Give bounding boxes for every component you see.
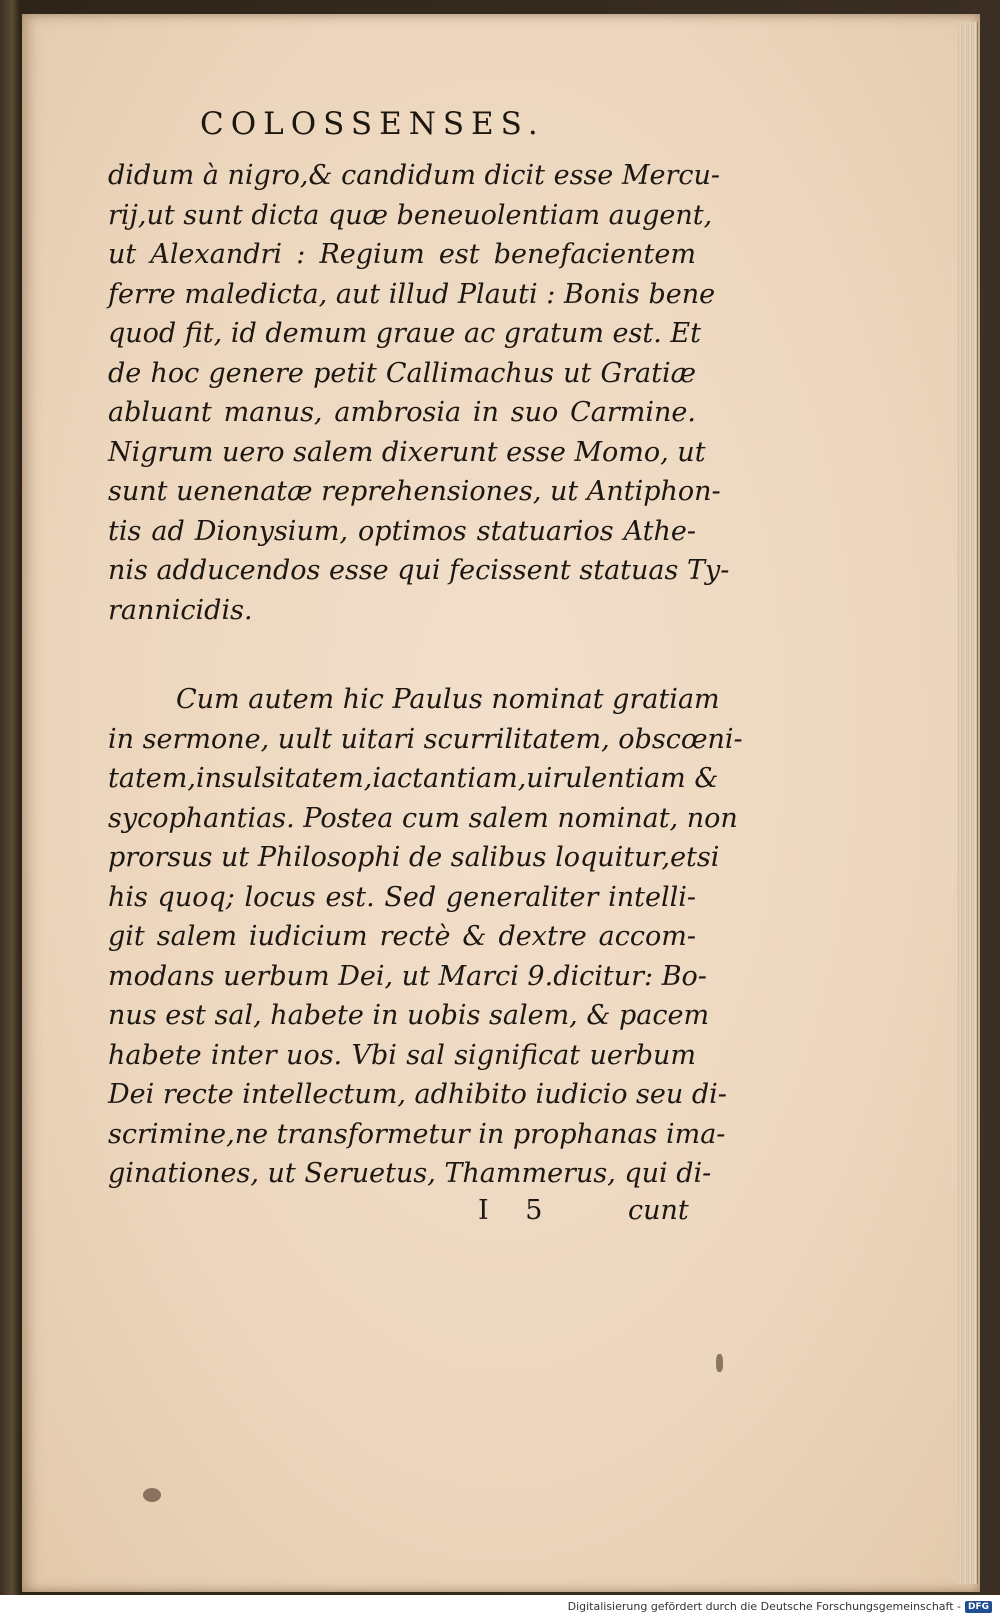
text-line: modans uerbum Dei, ut Marci 9.dicitur: Bo- bbox=[108, 960, 707, 992]
text-line: Dei recte intellectum, adhibito iudicio seu di- bbox=[108, 1079, 727, 1110]
text-line: ferre maledicta, aut illud Plauti : Bonis bene bbox=[108, 278, 716, 310]
paragraph-1 bbox=[108, 156, 730, 630]
paragraph-2 bbox=[108, 680, 743, 1194]
text-line: scrimine,ne transformetur in prophanas ima- bbox=[108, 1118, 726, 1150]
text-line: his quoq; locus est. Sed generaliter intelli- bbox=[108, 881, 696, 913]
text-line: abluant manus, ambrosia in suo Carmine. bbox=[108, 397, 696, 428]
text-line: nus est sal, habete in uobis salem, & pacem bbox=[108, 1000, 710, 1031]
running-title: COLOSSENSES. bbox=[200, 106, 545, 142]
digitization-credit bbox=[568, 1600, 992, 1613]
ink-stain bbox=[143, 1488, 161, 1502]
text-line: nis adducendos esse qui fecissent statuas Ty- bbox=[108, 555, 730, 586]
signature-mark: I 5 bbox=[478, 1195, 557, 1226]
text-line: quod fit, id demum graue ac gratum est. Et bbox=[108, 318, 701, 349]
text-line: rannicidis. bbox=[108, 594, 253, 626]
text-line: sunt uenenatæ reprehensiones, ut Antiphon- bbox=[108, 476, 721, 507]
credit-text: Digitalisierung gefördert durch die Deutsche Forschungsgemeinschaft - bbox=[567, 1600, 961, 1613]
text-line: rij,ut sunt dicta quæ beneuolentiam augent, bbox=[108, 199, 713, 231]
dfg-logo: DFG bbox=[965, 1601, 992, 1613]
text-line: ut Alexandri : Regium est benefacientem bbox=[108, 239, 696, 270]
text-line: de hoc genere petit Callimachus ut Gratiæ bbox=[108, 357, 696, 389]
text-line: tis ad Dionysium, optimos statuarios Athe- bbox=[108, 515, 696, 547]
text-line: Nigrum uero salem dixerunt esse Momo, ut bbox=[108, 436, 706, 468]
catchword: cunt bbox=[628, 1195, 689, 1226]
text-line: sycophantias. Postea cum salem nominat, non bbox=[108, 802, 738, 834]
text-line: git salem iudicium rectè & dextre accom- bbox=[108, 921, 696, 952]
page-edges bbox=[957, 22, 978, 1584]
text-line: habete inter uos. Vbi sal significat uerbum bbox=[108, 1039, 696, 1071]
text-line: prorsus ut Philosophi de salibus loquitur,etsi bbox=[108, 842, 720, 873]
text-line: Cum autem hic Paulus nominat gratiam bbox=[176, 684, 720, 715]
text-line: tatem,insulsitatem,iactantiam,uirulentiam & bbox=[108, 763, 719, 794]
text-line: ginationes, ut Seruetus, Thammerus, qui di- bbox=[108, 1158, 712, 1189]
ink-stain bbox=[716, 1354, 723, 1372]
text-line: didum à nigro,& candidum dicit esse Mercu- bbox=[108, 160, 721, 191]
text-line: in sermone, uult uitari scurrilitatem, obscœni- bbox=[108, 723, 743, 755]
